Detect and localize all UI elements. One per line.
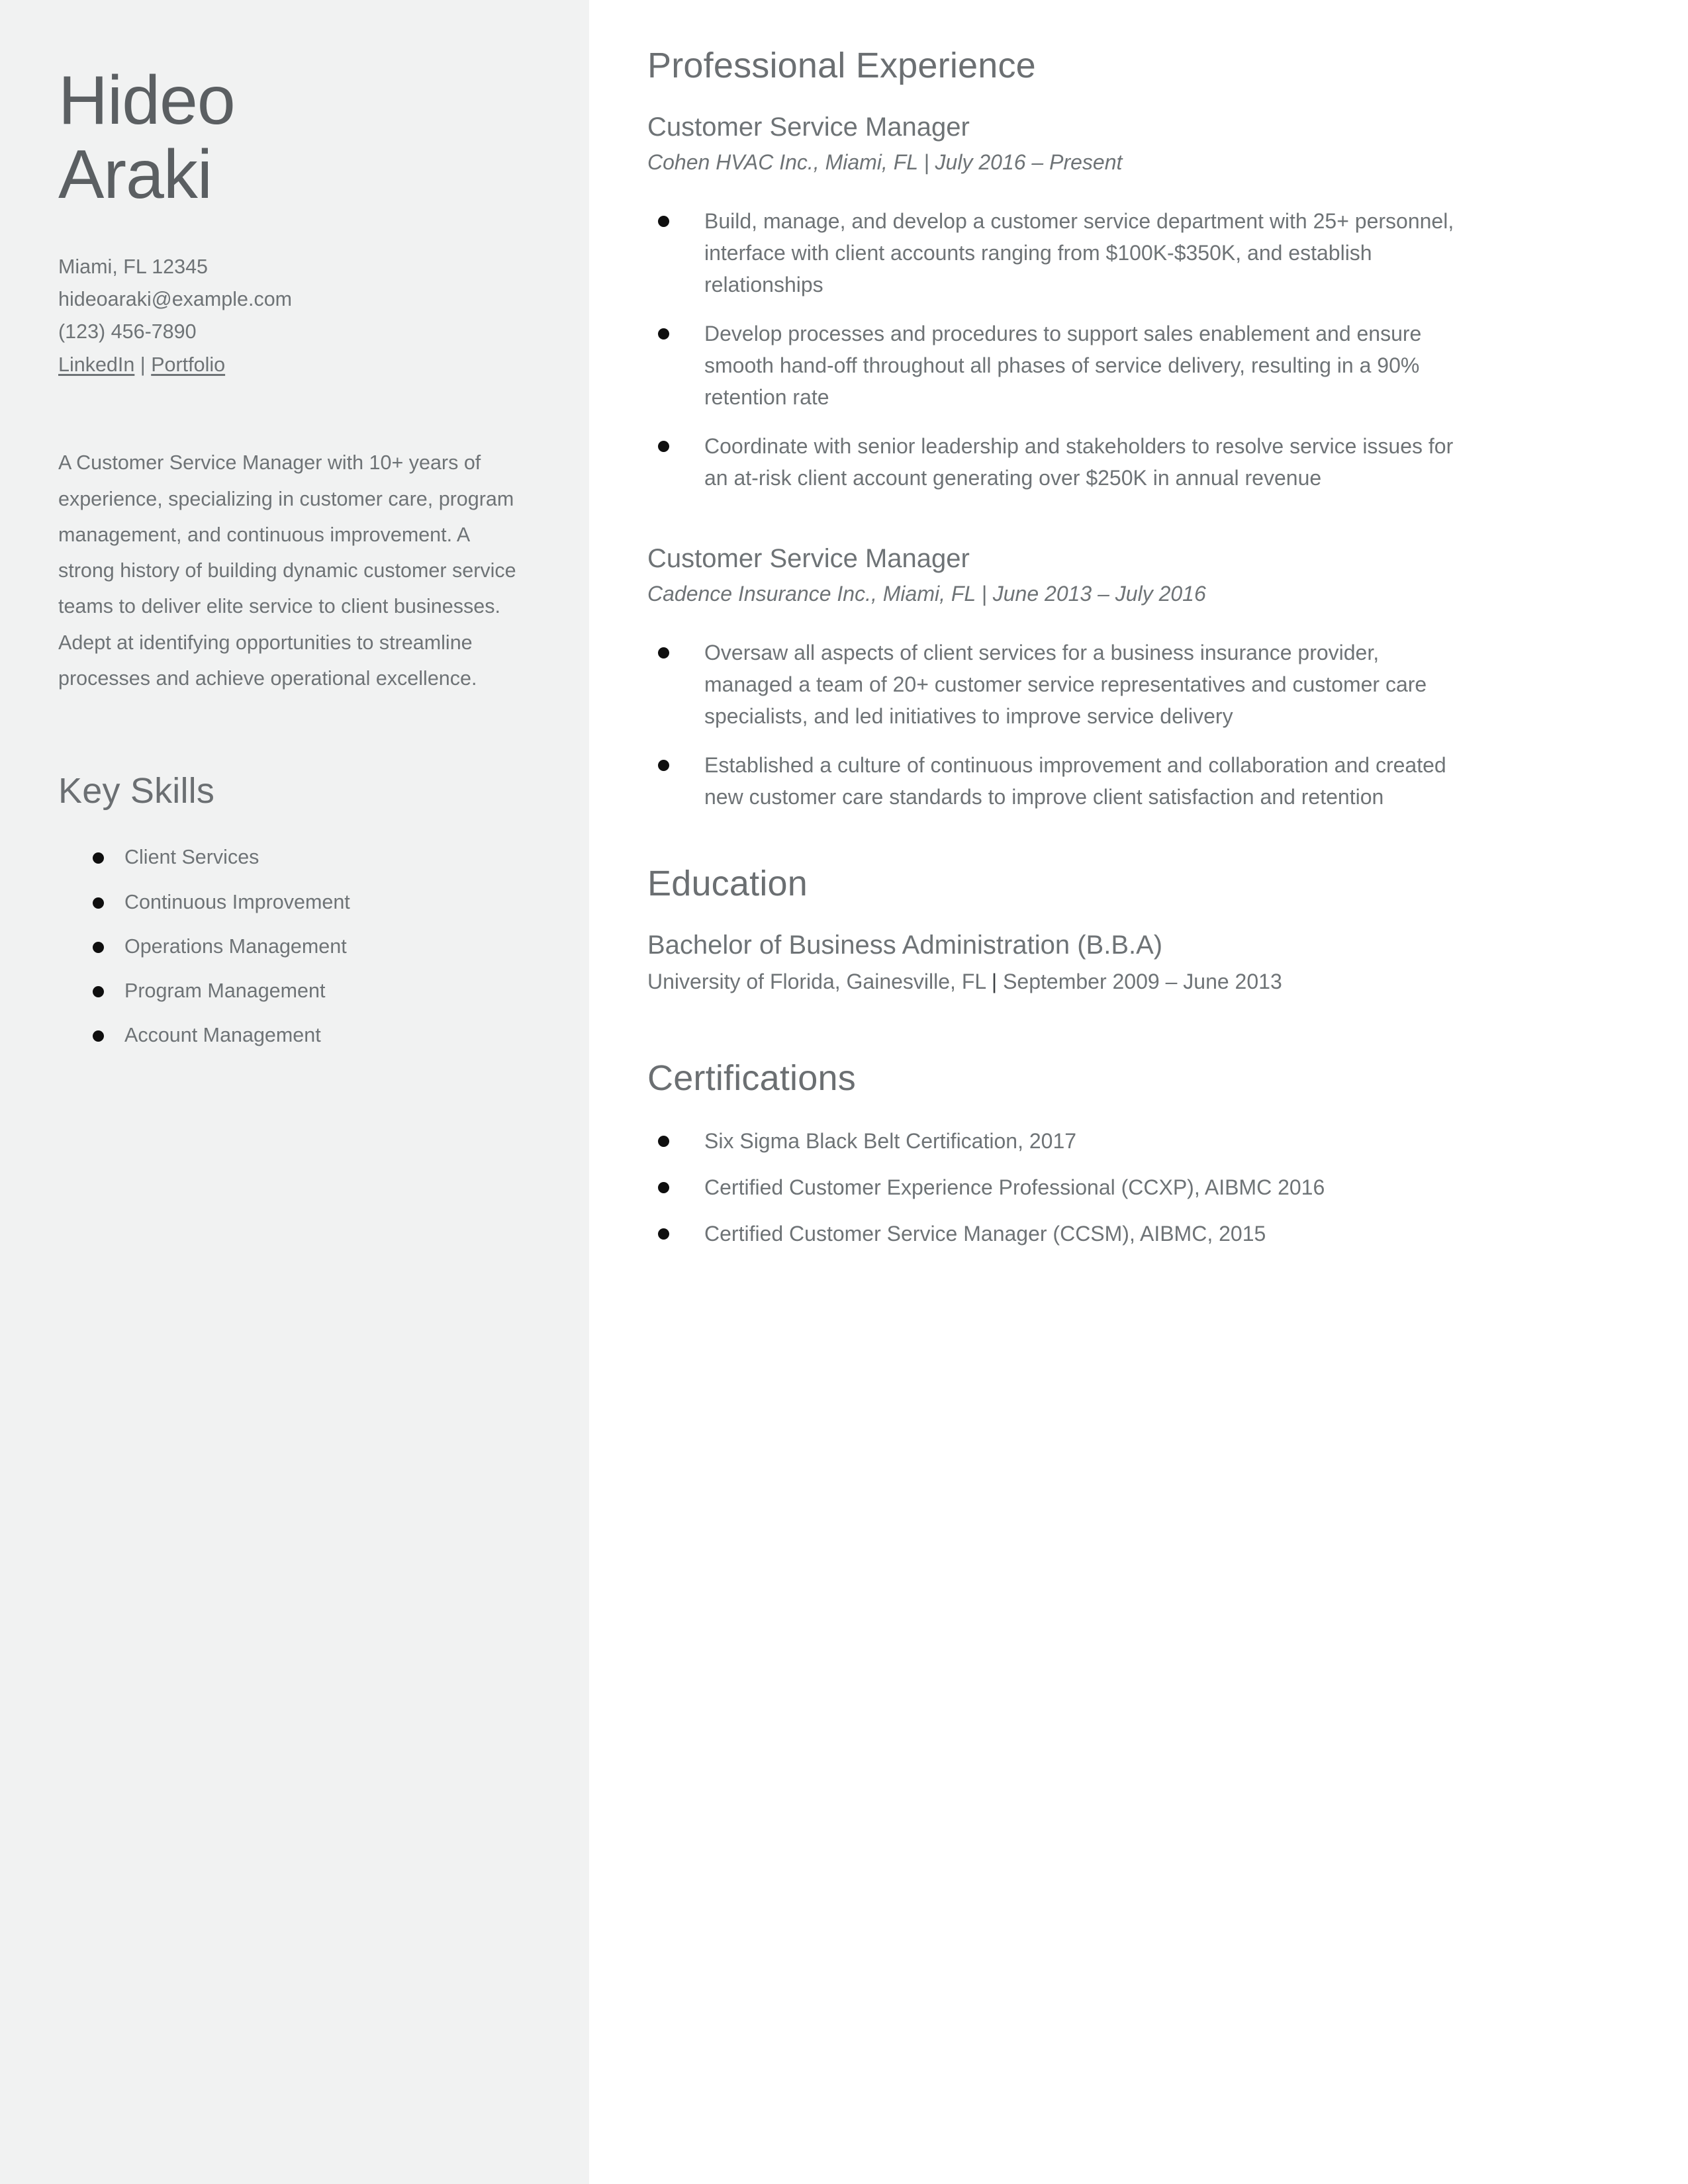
list-item [58,1021,536,1050]
bullet-icon [93,1030,104,1042]
list-item [647,430,1470,494]
professional-summary: A Customer Service Manager with 10+ years of experience, specializing in customer care, program management, and continuous improvement. A strong history of building dynamic customer service teams to deliver elite service to client businesses. Adept at identifying opportunities to streamline processes and achieve operational excellence. [58,451,516,690]
main-content [589,0,1688,2184]
list-item [58,977,536,1005]
candidate-name [58,64,536,212]
education-dates: September 2009 – June 2013 [1003,970,1282,993]
bullet-text: Build, manage, and develop a customer service department with 25+ personnel, interface with client accounts ranging from $100K-$350K, and establish relationships [704,209,1454,296]
job-bullet-list [647,205,1470,494]
skill-label: Continuous Improvement [124,890,350,913]
certifications-heading: Certifications [647,1058,856,1098]
education-meta [647,970,1470,994]
certification-text: Six Sigma Black Belt Certification, 2017 [704,1129,1077,1153]
certification-text: Certified Customer Experience Professional (CCXP), AIBMC 2016 [704,1175,1325,1199]
contact-email[interactable]: hideoaraki@example.com [58,288,293,311]
skill-label: Account Management [124,1024,321,1047]
bullet-icon [93,986,104,997]
bullet-text: Coordinate with senior leadership and stakeholders to resolve service issues for an at-risk client account generating over $250K in annual revenue [704,434,1454,490]
list-item [647,637,1470,732]
linkedin-link[interactable]: LinkedIn [58,353,135,376]
list-item [647,749,1470,813]
bullet-icon [658,441,669,452]
contact-links [58,349,536,381]
contact-phone: (123) 456-7890 [58,320,197,343]
bullet-text: Established a culture of continuous improvement and collaboration and created new customer care standards to improve client satisfaction and retention [704,753,1446,809]
education-school: University of Florida, Gainesville, FL [647,970,986,993]
list-item [58,888,536,917]
bullet-icon [93,942,104,953]
portfolio-link[interactable]: Portfolio [151,353,226,376]
first-name: Hideo [58,62,235,139]
list-item [647,205,1470,300]
list-item [647,1218,1470,1250]
professional-experience-heading: Professional Experience [647,46,1036,85]
job-title: Customer Service Manager [647,113,970,142]
bullet-icon [93,897,104,909]
bullet-text: Oversaw all aspects of client services for a business insurance provider, managed a team of 20+ customer service representatives and customer care specialists, and led initiatives to improve service delivery [704,641,1427,728]
job-meta: Cohen HVAC Inc., Miami, FL | July 2016 – Present [647,150,1123,174]
job-bullet-list [647,637,1470,813]
list-item [647,1171,1470,1203]
education-degree: Bachelor of Business Administration (B.B.A) [647,931,1163,960]
education-separator: | [985,970,1004,993]
job-meta: Cadence Insurance Inc., Miami, FL | June 2013 – July 2016 [647,582,1206,606]
sidebar [0,0,589,2184]
bullet-icon [658,647,669,659]
certification-text: Certified Customer Service Manager (CCSM), AIBMC, 2015 [704,1222,1266,1246]
list-item [647,318,1470,413]
bullet-icon [658,1228,669,1240]
skill-label: Client Services [124,846,259,869]
experience-entry [647,544,1470,813]
education-heading: Education [647,864,808,903]
bullet-icon [658,1136,669,1147]
link-separator: | [134,353,152,376]
skill-label: Operations Management [124,934,347,958]
bullet-icon [658,216,669,227]
list-item [58,843,536,872]
contact-location: Miami, FL 12345 [58,255,209,278]
bullet-icon [658,760,669,771]
certifications-list [647,1125,1470,1250]
list-item [647,1125,1470,1157]
key-skills-heading: Key Skills [58,771,215,811]
bullet-icon [93,852,104,864]
education-entry [647,931,1470,994]
key-skills-list [58,843,536,1050]
bullet-icon [658,1182,669,1193]
bullet-text: Develop processes and procedures to support sales enablement and ensure smooth hand-off throughout all phases of service delivery, resulting in a 90% retention rate [704,322,1422,409]
contact-info [58,251,536,382]
last-name: Araki [58,136,212,214]
bullet-icon [658,328,669,340]
experience-entry [647,113,1470,494]
list-item [58,933,536,961]
skill-label: Program Management [124,979,326,1003]
job-title: Customer Service Manager [647,544,970,573]
